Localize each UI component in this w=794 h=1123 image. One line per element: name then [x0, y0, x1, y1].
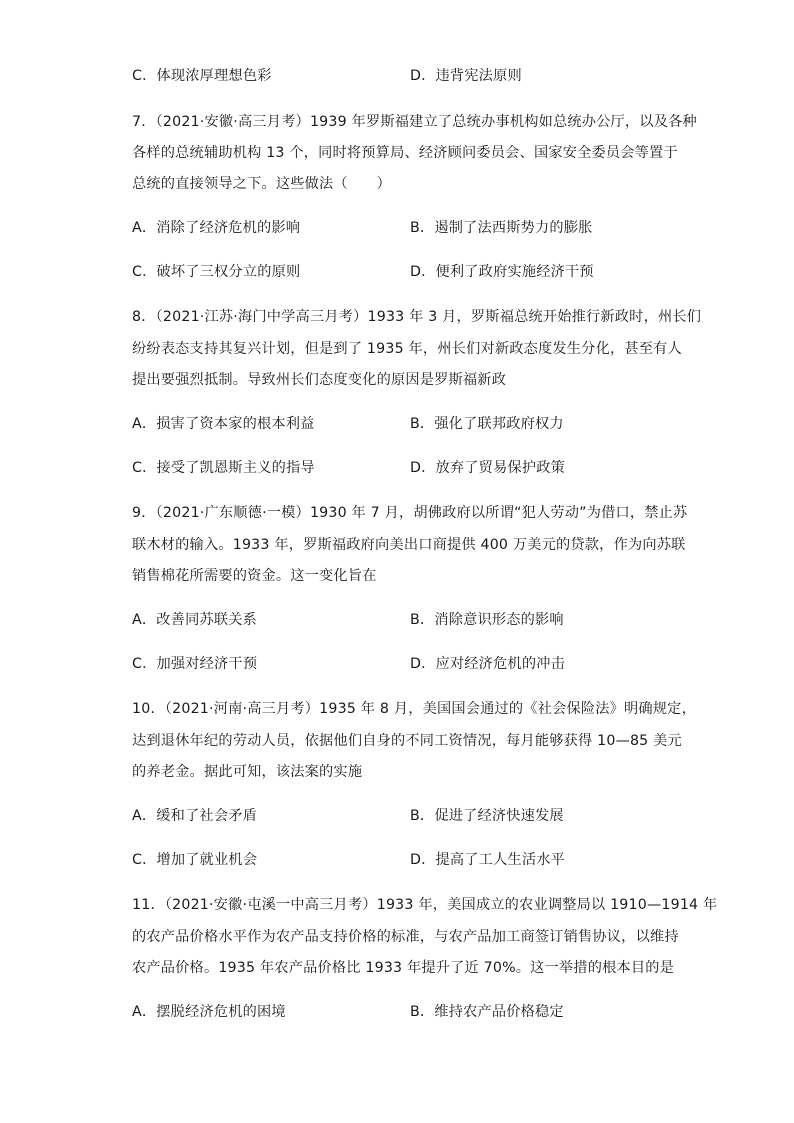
q7-stem-line-2: 各样的总统辅助机构 13 个，同时将预算局、经济顾问委员会、国家安全委员会等置于 — [132, 145, 678, 161]
q9-option-a[interactable]: A．改善同苏联关系 — [132, 612, 258, 628]
q10-option-a[interactable]: A．缓和了社会矛盾 — [132, 808, 258, 824]
q7-option-d[interactable]: D．便利了政府实施经济干预 — [410, 264, 594, 280]
q11-option-b[interactable]: B．维持农产品价格稳定 — [410, 1004, 564, 1020]
q10-option-b[interactable]: B．促进了经济快速发展 — [410, 808, 564, 824]
q10-stem-line-2: 达到退休年纪的劳动人员，依据他们自身的不同工资情况，每月能够获得 10—85 美元 — [132, 733, 682, 749]
q9-option-c[interactable]: C．加强对经济干预 — [132, 656, 258, 672]
q8-stem-line-2: 纷纷表态支持其复兴计划，但是到了 1935 年，州长们对新政态度发生分化，甚至有人 — [132, 341, 682, 357]
q9-stem-line-2: 联木材的输入。1933 年，罗斯福政府向美出口商提供 400 万美元的贷款，作为向苏联 — [132, 537, 686, 553]
q8-option-c[interactable]: C．接受了凯恩斯主义的指导 — [132, 460, 315, 476]
q9-stem-line-3: 销售棉花所需要的资金。这一变化旨在 — [132, 568, 377, 584]
q7-stem-line-1: 7．（2021·安徽·高三月考）1939 年罗斯福建立了总统办事机构如总统办公厅，以及各种 — [132, 114, 697, 130]
q9-option-d[interactable]: D．应对经济危机的冲击 — [410, 656, 566, 672]
q11-stem-line-2: 的农产品价格水平作为农产品支持价格的标准，与农产品加工商签订销售协议，以维持 — [132, 929, 679, 945]
q11-option-a[interactable]: A．摆脱经济危机的困境 — [132, 1004, 286, 1020]
q8-stem-line-1: 8．（2021·江苏·海门中学高三月考）1933 年 3 月，罗斯福总统开始推行新政时，州长们 — [132, 309, 702, 325]
q10-stem-line-1: 10．（2021·河南·高三月考）1935 年 8 月，美国国会通过的《社会保险法》明确规定， — [132, 701, 696, 717]
q7-option-c[interactable]: C．破坏了三权分立的原则 — [132, 264, 301, 280]
q11-stem-line-1: 11．（2021·安徽·屯溪一中高三月考）1933 年，美国成立的农业调整局以 1910—1914 年 — [132, 897, 718, 913]
q10-option-d[interactable]: D．提高了工人生活水平 — [410, 852, 566, 868]
q6-option-c[interactable]: C．体现浓厚理想色彩 — [132, 68, 272, 84]
q8-option-a[interactable]: A．损害了资本家的根本利益 — [132, 416, 315, 432]
q10-stem-line-3: 的养老金。据此可知，该法案的实施 — [132, 764, 363, 780]
q8-option-d[interactable]: D．放弃了贸易保护政策 — [410, 460, 566, 476]
q11-stem-line-3: 农产品价格。1935 年农产品价格比 1933 年提升了近 70%。这一举措的根本目的是 — [132, 960, 675, 976]
q8-option-b[interactable]: B．强化了联邦政府权力 — [410, 416, 564, 432]
q8-stem-line-3: 提出要强烈抵制。导致州长们态度变化的原因是罗斯福新政 — [132, 372, 507, 388]
q7-stem-line-3: 总统的直接领导之下。这些做法（ ） — [132, 176, 391, 192]
q7-option-a[interactable]: A．消除了经济危机的影响 — [132, 220, 301, 236]
q9-stem-line-1: 9．（2021·广东顺德·一模）1930 年 7 月，胡佛政府以所谓“犯人劳动”为借口，禁止苏 — [132, 505, 688, 521]
q7-option-b[interactable]: B．遏制了法西斯势力的膨胀 — [410, 220, 593, 236]
q10-option-c[interactable]: C．增加了就业机会 — [132, 852, 258, 868]
q6-option-d[interactable]: D．违背宪法原则 — [410, 68, 522, 84]
q9-option-b[interactable]: B．消除意识形态的影响 — [410, 612, 564, 628]
